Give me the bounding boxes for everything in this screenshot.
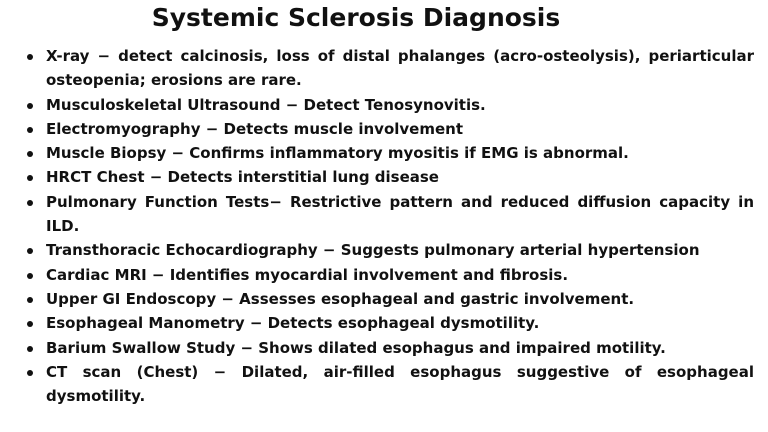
bullet-dot-icon bbox=[27, 248, 33, 254]
list-item bbox=[22, 165, 754, 189]
list-item bbox=[22, 117, 754, 141]
list-item bbox=[22, 190, 754, 239]
list-item-text: Electromyography − Detects muscle involvement bbox=[46, 119, 463, 138]
bullet-dot-icon bbox=[27, 103, 33, 109]
list-item bbox=[22, 141, 754, 165]
bullet-dot-icon bbox=[27, 346, 33, 352]
list-item-text: CT scan (Chest) − Dilated, air-filled esophagus suggestive of esophageal dysmotility. bbox=[46, 362, 754, 406]
list-item-text: Musculoskeletal Ultrasound − Detect Tenosynovitis. bbox=[46, 95, 486, 114]
list-item bbox=[22, 238, 754, 262]
list-item bbox=[22, 287, 754, 311]
list-item bbox=[22, 44, 754, 93]
list-item bbox=[22, 336, 754, 360]
list-item-text: X-ray − detect calcinosis, loss of distal phalanges (acro-osteolysis), periarticular osteopenia; erosions are rare. bbox=[46, 47, 754, 90]
bullet-dot-icon bbox=[27, 321, 33, 327]
list-item-text: Upper GI Endoscopy − Assesses esophageal and gastric involvement. bbox=[46, 289, 635, 308]
list-item-text: Cardiac MRI − Identifies myocardial involvement and fibrosis. bbox=[46, 265, 569, 284]
bullet-dot-icon bbox=[27, 273, 33, 279]
page-title: Systemic Sclerosis Diagnosis bbox=[151, 3, 561, 32]
list-item-text: Transthoracic Echocardiography − Suggests pulmonary arterial hypertension bbox=[46, 241, 700, 260]
list-item-text: HRCT Chest − Detects interstitial lung disease bbox=[46, 168, 439, 187]
list-item-text: Muscle Biopsy − Confirms inflammatory myositis if EMG is abnormal. bbox=[46, 144, 629, 163]
list-item bbox=[22, 311, 754, 335]
list-item-text: Esophageal Manometry − Detects esophageal dysmotility. bbox=[46, 314, 540, 333]
bullet-dot-icon bbox=[27, 200, 33, 206]
list-item bbox=[22, 263, 754, 287]
list-item-text: Barium Swallow Study − Shows dilated esophagus and impaired motility. bbox=[46, 338, 666, 357]
list-item bbox=[22, 93, 754, 117]
bullet-dot-icon bbox=[27, 54, 33, 60]
bullet-list bbox=[22, 44, 754, 408]
bullet-dot-icon bbox=[27, 127, 33, 133]
bullet-dot-icon bbox=[27, 175, 33, 181]
bullet-dot-icon bbox=[27, 151, 33, 157]
list-item-text: Pulmonary Function Tests− Restrictive pattern and reduced diffusion capacity in ILD. bbox=[46, 192, 754, 236]
bullet-dot-icon bbox=[27, 370, 33, 376]
list-item bbox=[22, 360, 754, 409]
bullet-dot-icon bbox=[27, 297, 33, 303]
